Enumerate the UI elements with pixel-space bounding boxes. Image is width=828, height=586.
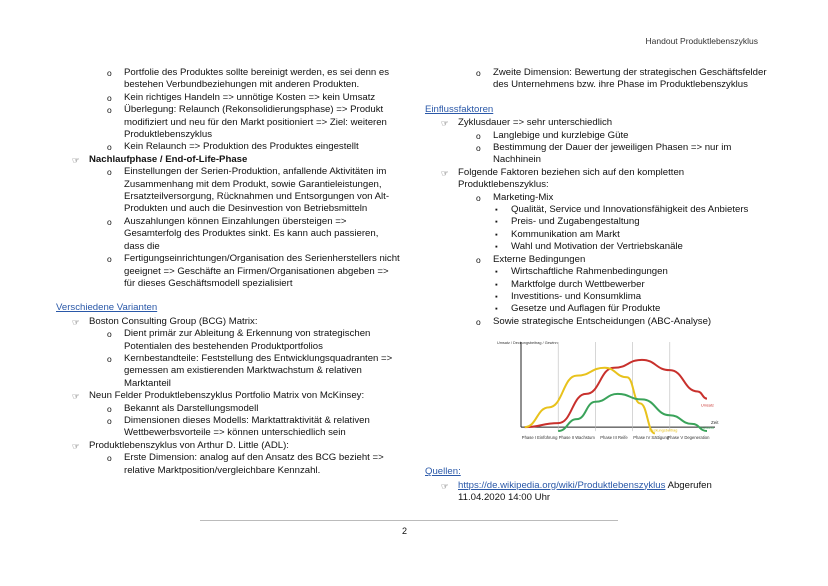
list-item: o Kein Relaunch => Produktion des Produktes eingestellt	[107, 141, 359, 153]
list-item: o Überlegung: Relaunch (Rekonsolidierungsphase) => Produkt modifiziert und neu für den Markt positioniert => Ziel: weiteren Produktlebenszyklus	[107, 104, 387, 141]
square-bullet-icon: ▪	[495, 267, 498, 277]
footer-divider	[200, 520, 618, 521]
square-bullet-icon: ▪	[495, 304, 498, 314]
circle-bullet-icon: o	[476, 143, 481, 154]
list-item: ▪ Investitions- und Konsumklima	[495, 290, 642, 302]
square-bullet-icon: ▪	[495, 217, 498, 227]
section-heading: Einflussfaktoren	[425, 103, 494, 115]
square-bullet-icon: ▪	[495, 229, 498, 239]
list-item: o Externe Bedingungen	[476, 253, 586, 265]
list-item: ▪ Wirtschaftliche Rahmenbedingungen	[495, 266, 668, 278]
list-item: o Zweite Dimension: Bewertung der strategischen Geschäftsfelder des Unternehmens bzw. ihre Phase im Produktlebenszyklus	[476, 67, 767, 91]
list-item: o Marketing-Mix	[476, 191, 554, 203]
list-item: o Auszahlungen können Einzahlungen übersteigen => Gesamterfolg des Produktes sinkt. Es kann auch passieren, dass die	[107, 215, 379, 252]
list-item: o Portfolie des Produktes sollte bereinigt werden, es sei denn es bestehen Verbundbeziehungen mit anderen Produkten.	[107, 67, 390, 91]
hand-pointer-icon: ☞	[441, 167, 449, 178]
y-axis-label: Umsatz / Deckungsbeitrag / Gewinn	[497, 341, 558, 346]
list-item: o Sowie strategische Entscheidungen (ABC-Analyse)	[476, 315, 712, 327]
hand-pointer-icon: ☞	[441, 480, 449, 491]
circle-bullet-icon: o	[107, 68, 112, 78]
sources-heading: Quellen:	[425, 466, 461, 478]
list-item: ▪ Marktfolge durch Wettbewerber	[495, 278, 645, 290]
page-number: 2	[402, 526, 408, 536]
x-axis-label: Zeit	[711, 420, 719, 426]
list-item: ☞ Produktlebenszyklus von Arthur D. Little (ADL):	[72, 439, 289, 451]
circle-bullet-icon: o	[107, 167, 112, 178]
circle-bullet-icon: o	[107, 105, 112, 116]
x-tick-label: Phase II Wachstum	[558, 435, 595, 441]
hand-pointer-icon: ☞	[441, 118, 449, 129]
circle-bullet-icon: o	[107, 254, 112, 265]
list-item: o Langlebige und kurzlebige Güte	[476, 129, 629, 141]
list-item: o Dient primär zur Ableitung & Erkennung von strategischen Potentialen des bestehenden Produktportfolios	[107, 328, 371, 352]
list-item: o Kein richtiges Handeln => unnötige Kosten => kein Umsatz	[107, 91, 376, 103]
page-header: Handout Produktlebenszyklus	[645, 36, 758, 46]
list-item: ▪ Preis- und Zugabengestaltung	[495, 216, 640, 228]
circle-bullet-icon: o	[107, 216, 112, 227]
list-item: ☞ Folgende Faktoren beziehen sich auf den kompletten Produktlebenszyklus:	[441, 166, 685, 191]
circle-bullet-icon: o	[107, 353, 112, 364]
circle-bullet-icon: o	[107, 329, 112, 340]
square-bullet-icon: ▪	[495, 291, 498, 301]
circle-bullet-icon: o	[107, 453, 112, 464]
right-column	[425, 67, 777, 504]
source-date: 11.04.2020 14:00 Uhr	[458, 491, 551, 503]
lifecycle-chart-svg	[485, 334, 725, 454]
list-item: ☞ Boston Consulting Group (BCG) Matrix:	[72, 315, 258, 327]
circle-bullet-icon: o	[107, 403, 112, 414]
list-item: o Fertigungseinrichtungen/Organisation des Serienherstellers nicht geeignet => Geschäfte an Firmen/Organisationen abgeben => für dieses Geschäftsmodell spezialisiert	[107, 253, 400, 289]
circle-bullet-icon: o	[476, 130, 481, 141]
list-item: ☞ Zyklusdauer => sehr unterschiedlich	[441, 117, 613, 129]
circle-bullet-icon: o	[476, 192, 481, 203]
source-suffix: Abgerufen	[665, 479, 712, 491]
circle-bullet-icon: o	[107, 92, 112, 103]
list-item: ▪ Kommunikation am Markt	[495, 228, 620, 240]
lifecycle-chart	[485, 334, 725, 454]
series-label: Umsatz	[701, 403, 714, 408]
circle-bullet-icon: o	[107, 142, 112, 153]
left-column	[56, 67, 401, 477]
series-label: Gewinn	[701, 426, 714, 431]
circle-bullet-icon: o	[476, 316, 481, 327]
series-label: Deckungsbeitrag	[648, 428, 678, 433]
x-tick-label: Phase V Degeneration	[667, 435, 710, 441]
source-item	[425, 480, 777, 505]
hand-pointer-icon: ☞	[72, 440, 80, 451]
square-bullet-icon: ▪	[495, 242, 498, 252]
square-bullet-icon: ▪	[495, 205, 498, 215]
list-item: ▪ Wahl und Motivation der Vertriebskanäle	[495, 241, 683, 253]
list-item: o Dimensionen dieses Modells: Marktattraktivität & relativen Wettbewerbsvorteile => können unterschiedlich sein	[107, 414, 370, 439]
section-heading: Verschiedene Varianten	[56, 302, 158, 314]
hand-pointer-icon: ☞	[72, 154, 80, 165]
list-item: o Bekannt als Darstellungsmodell	[107, 402, 259, 414]
list-item: o Einstellungen der Serien-Produktion, anfallende Aktivitäten im Zusammenhang mit dem Produkt, sowie Garantieleistungen, Ersatzteilversorgung, Rücknahmen und Entsorgungen von Alt-Produkten und auch die Desinvestion von Betriebsmitteln	[107, 166, 390, 215]
list-item: o Bestimmung der Dauer der jeweiligen Phasen => nur im Nachhinein	[476, 142, 732, 166]
hand-pointer-icon: ☞	[72, 391, 80, 402]
list-item: ☞ Neun Felder Produktlebenszyklus Portfolio Matrix von McKinsey:	[72, 390, 365, 402]
x-tick-label: Phase IV Sättigung	[633, 435, 670, 441]
x-tick-label: Phase I Einführung	[521, 435, 558, 441]
list-item: ▪ Gesetze und Auflagen für Produkte	[495, 303, 661, 315]
list-item: ▪ Qualität, Service und Innovationsfähigkeit des Anbieters	[495, 204, 749, 216]
list-item: ☞ Nachlaufphase / End-of-Life-Phase	[72, 153, 248, 165]
x-tick-label: Phase III Reife	[600, 435, 628, 441]
list-item: o Erste Dimension: analog auf den Ansatz des BCG bezieht => relative Marktposition/vergleichbare Kennzahl.	[107, 452, 384, 476]
list-item: o Kernbestandteile: Feststellung des Entwicklungsquadranten => gemessen am existierenden Marktwachstum & relativen Marktanteil	[107, 352, 393, 389]
circle-bullet-icon: o	[476, 254, 481, 265]
hand-pointer-icon: ☞	[72, 316, 80, 327]
square-bullet-icon: ▪	[495, 279, 498, 289]
circle-bullet-icon: o	[107, 415, 112, 426]
source-link[interactable]: https://de.wikipedia.org/wiki/Produktlebenszyklus	[458, 479, 666, 491]
circle-bullet-icon: o	[476, 68, 481, 78]
